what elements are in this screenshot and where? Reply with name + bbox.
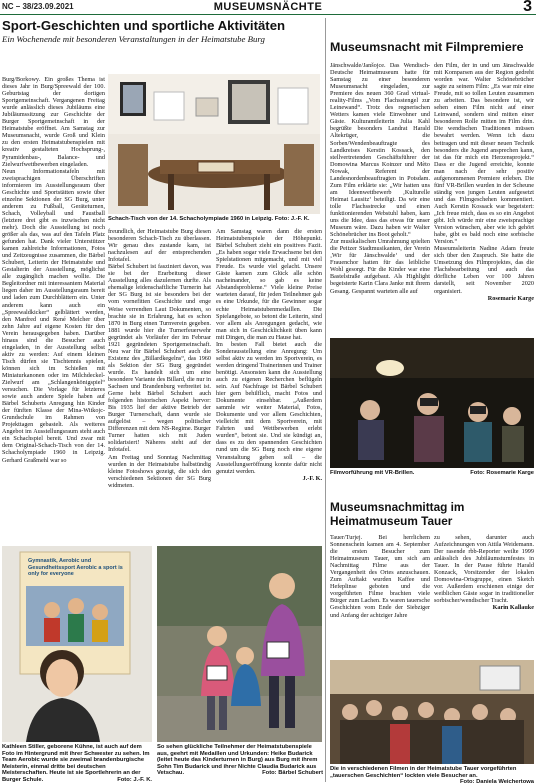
left-col-3 — [216, 228, 322, 536]
aerobic-poster-text: Gymnastik, Aerobic und Gesundheitssport Aerobic a sport is only for everyone — [28, 558, 123, 577]
vr-caption-text: Filmvorführung mit VR-Brillen. — [330, 470, 415, 476]
right-col-d — [434, 534, 534, 656]
right-col-a — [330, 62, 430, 334]
right-col-b-text: den Film, der in und um Jänschwalde mit Komparsen aus der Region gedreht worden war. Walter Schönebrücher sagte zu seinem Film: „Es war mir eine Freude, mit so tollen Leuten zusammen zu arbeiten. Das besondere ist, wir sehen einen Film nicht auf einer Leinwand, sondern sind mitten einer besonderen Rolle mitten im Film drin. Die wendischen Traditionen müssen bewahrt werden. Wenn ich dazu beitragen und mit dieser neuen Technik besonders die Jugend ansprechen kann, ist das für mich ein Herzensprojekt.“ Dass er die Jugend erreichte, konnte man nach der sehr positiv aufgenommenen Premiere erleben. Die fünf VR-Brillen wurden in der Scheune ständig von jungen Leuten aufgesetzt und das Filmgeschehen kommentiert. Auch Kerstin Kossack war begeistert: „Ich freue mich, dass es so ein Angebot gibt. Ich würde mir eine zweisprachige Version wünschen, aber wie ich gehört habe, gibt es bald noch eine sorbische Version.“ Museumsleiterin Nadine Adam freute sich über den Zuspruch. Sie hatte die Umsetzung des Filmprojektes, das die Flachsbearbeitung und auch das dörfliche Leben vor 100 Jahren darstellt, seit November 2020 organisiert. — [434, 62, 534, 295]
right-col-c-text: Tauer/Turjej. Bei herrlichem Sonnenschein kamen am 4. September die ersten Besucher zum Heimatmuseum Tauer, um sich am Nachmittag Filme aus der Vergangenheit des Ortes anzuschauen. Zum Auftakt wurden Kaffee und Hefeplinse geboten und die vorgeführten Filme brachten viele Bürger zum Lachen. Es waren tauersche Geschichten vom Ende der Siebziger und Anfang der achtziger Jahre — [330, 534, 430, 619]
chess-table-photo — [108, 74, 320, 214]
left-col-2 — [108, 228, 211, 536]
right-col-b-author: Rosemarie Karge — [487, 294, 534, 302]
masthead — [0, 0, 536, 15]
tauer-caption-text: Die in verschiedenen Filmen in der Heimatstube Tauer vorgeführten „tauerschen Geschichten“ lockten viele Besucher an. — [330, 766, 517, 779]
tauer-audience-photo — [330, 660, 534, 764]
left-col-3-author: J.-F. K. — [302, 474, 322, 482]
medal-caption-text: So sehen glückliche Teilnehmer der Heimatstubenspiele aus, geehrt mit Medaillen und Urkunden: Heike Budarick (leitet heute das Kinderturnen in Burg) aus Burg mit ihrem Sohn Tim Budarick und ihrer Nichte Claudia Budarick aus Vetschau. — [157, 744, 318, 777]
chess-table-caption: Schach-Tisch von der 14. Schacholympiade 1960 in Leipzig. Foto: J.-F. K. — [108, 216, 310, 222]
medal-caption — [157, 744, 323, 784]
column-divider — [325, 18, 326, 782]
chess-table-illustration — [108, 74, 320, 214]
vr-caption-credit: Foto: Rosemarie Karge — [470, 470, 534, 476]
tauer-caption — [330, 766, 534, 784]
aerobic-caption-credit: Foto: J.-F. K. — [117, 776, 152, 783]
right-col-a-text: Jänschwalde/Janšojce. Das Wendisch-Deutsche Heimatmuseum hatte für Samstag zu einer besonderen Museumsnacht eingeladen, zur Premiere des neuen 360 Grad virtual-reality-Films „Vom Flachsstengel zur Leinewand“. Trotz des regnerischen Wetters kamen viele Einwohner und Gäste. Kulturamtleiterin Julia Kahl begrüßte besonders Landrat Harald Altekrüger, die Sorben/Wendenbeauftragte des Landkreises Kerstin Kossack, den stellvertretenden Geschäftsführer der Domowina Marcus Koinzer und Mèto Nowak, Referent der Landesnordenbeauftragten in Potsdam. Zum Film erklärte sie: „Wir hatten uns am Ideenwettbewerb ‚Kulturelle Heimat Lausitz‘ beteiligt. Da wir eine tolle Flachsstrecke und einen funktionierenden Webstuhl haben, kam uns die Idee, dass das etwas für unser Museum wäre. Dazu haben wir Walter Schönebrücher ins Boot geholt.“ Zur musikalischen Umrahmung spielten die Peitzer Stadtmusikanten, der Verein ‚Wir für Jänschwalde‘ und der Frauenchor hatten für das leibliche Wohl gesorgt. Für die Kinder war eine Bastelstraße aufgebaut. Als Highlight begeisterte Karin Clara Janke mit ihrem Gesang. Gespannt warteten alle auf — [330, 62, 430, 295]
vr-caption — [330, 470, 534, 477]
tauer-audience-illustration — [330, 660, 534, 764]
left-col-1 — [2, 76, 105, 536]
medal-participants-photo — [157, 546, 322, 742]
left-headline: Sport-Geschichten und sportliche Aktivitäten — [2, 18, 286, 33]
right-col-d-text: zu sehen, darunter auch Aufzeichnungen von Attila Weidemann. Der rasende rbb-Reporter weilte 1999 anlässlich des Jubiläumsturnfestes in Tauer. In der Pause führte Harald Konzack, Vorsitzender der lokalen Domowina-Ortsgruppe, einen Sketch vor. Außerdem erschienen einige der weiblichen Gäste sogar in traditioneller sorbischer/wendischer Tracht. — [434, 534, 534, 605]
issue-label: NC – 38/23.09.2021 — [2, 2, 74, 11]
page-number: 3 — [523, 0, 532, 15]
medal-participants-illustration — [157, 546, 322, 742]
left-col-2-text: freundlich, der Heimatstube Burg diesen besonderen Schach-Tisch zu überlassen. Wir genau dies zustande kam, ist nachzulesen auf der entsprechenden Infotafel. Bärbel Schubert ist fasziniert davon, was sie bei der Erarbeitung dieser Ausstellung alles dazulernen durfte. Als ehemalige leidenschaftliche Turnerin hat der SG Burg ist sie besonders bei der vom vornefitten Geschichte und enge Weise verrendten Laut Dokumenten, so brachte sie in Erfahrung, hat es schon 1870 in Burg einen Turnverein gegeben. 1881 wurde hier die Turnerfeuerwehr gegründet als Vorläufer der im Februar 1921 gegründeten Sportgemeinschaft. Neu war für Bärbel Schubert auch die Existenz des „Billardkegelns“, das 1960 als Sektion der SG Burg gegründet wurde. Es handelt sich um eine besondere Variante des Billard, die nur in Sachsen und Brandenburg verbreitet ist. Gerne hebt Bärbel Schubert auch folgenden historischen Aspekt hervor: Bis 1935 lief der aktive Betrieb der Burger Turnerschaft, dann wurde sie aufgelöst – wegen politischer Differenzen mit dem NS-Regime. Burger Turner hatten sich mit Juden solidarisiert! Näheres steht auf der Infotafel. Am Freitag und Sonntag Nachmittag wurden in der Heimatstube halbstündig kleine Fotoshows gezeigt, die sich den verschiedenen Sektionen der SG Burg widmeten. — [108, 228, 211, 489]
vr-screening-illustration — [330, 338, 534, 468]
aerobic-caption — [2, 744, 152, 784]
section-title: MUSEUMSNÄCHTE — [213, 1, 323, 13]
aerobic-poster-photo — [2, 546, 152, 742]
vr-screening-photo — [330, 338, 534, 468]
left-col-3-text: Am Samstag waren dann die ersten Heimatstubenspiele der Höhepunkt. Bärbel Schubert zieht ein positives Fazit. „Es haben sogar viele Erwachsene bei den Spielstationen mitgemacht, und mit viel Freude. Es wurde viel gelacht. Unsere Gäste kamen zum Glück alle schön nacheinander, so gab es keine Abstandsprobleme.“ Viele kleine Preise warteten darauf, für jeden Teilnehmer gab es eine Urkunde, für die Gewinner sogar echte Heimatstubenmedaillen. Die Spielangebote, so betont die Leiterin, sind vor allem als Anregungen gedacht, wie man sich in Geschicklichkeit üben kann mit Dingen, die man zu Hause hat. Im besten Fall bietet auch die Sonderausstellung eine Anregung: Um selbst aktiv zu werden im Sportverein, es werden dringend Trainerinnen und Trainer benötigt. Ansonsten kann die Ausstellung auch zu eigenen Recherchen beflügeln sein. Auf Nachfrage ist Bärbel Schubert hier gern behilflich, macht Fotos und Dokumente einsehbar. „Außerdem sammle wir weiter Material, Fotos, Dokumente und vor allem Geschichten, vielleicht mit dem Sportverein, mit Fahrten und Wettbewerben erlebt wurden“, betont sie. Und sie kündigt an, dass es zu den spannenden Geschichten rund um die SG Burg noch eine eigene Veranstaltung geben soll – die Ausstellungseröffnung konnte dafür nicht genutzt werden. — [216, 228, 322, 475]
right-headline-2: Museumsnachmittag im Heimatmuseum Tauer — [330, 500, 465, 528]
right-col-c — [330, 534, 430, 656]
medal-caption-credit: Foto: Bärbel Schubert — [262, 770, 323, 777]
tauer-caption-credit: Foto: Daniela Weichertowa — [460, 779, 534, 784]
right-col-d-author: Karin Kallauke — [492, 604, 534, 612]
left-col-1-text: Burg/Borkowy. Ein großes Thema ist dieses Jahr in Burg/Spreewald der 100. Geburtstag der dortigen Sportgemeinschaft. Vergangenen Freitag wurde anlässlich dieses Jubiläums eine Jubiläumssitzung zur Geschichte der Burger Sportgemeinschaft in der Heimatstube eröffnet. Am Samstag zur Museumsnacht, wurde Groß und Klein zu den ersten Heimatstubenspielen mit kreativ gestalteten Hochsprung-, Pyramidenbau-, Balance- und Zielwurfwettbewerben eingeladen. Neun Informationstafeln mit zweisprachigen Überschriften informieren im Ausstellungsraum über Geschichte und Sportstätten sowie über einzelne Sektionen der SG Burg, unter anderem zu Fußball, Geräteturnen, Schach, Volleyball und Faustball (letztere drei gibt es inzwischen nicht mehr). Doch die Ausstellung ist noch größer als das, was auf den Tafeln Platz gefunden hat. Dank vieler Unterstützer kamen zahlreiche Informationen, Fotos und Zeitzeugnisse zusammen, die Bärbel Schubert, Leiterin der Heimatstube und Gestalterin der Ausstellung, möglichst alle zugänglich machen wollte. Die Begleitordner mit interessantem Material liegen daher im Ausstellungsraum bereit und laden zum Durchblättern ein. Unter anderem kann auch ein „Spreewaldkicker“ gelblättert werden, den Manfred und René Melcher über zehn Jahre auf eigene Kosten für den Verein herausgegeben haben. Darüber hinaus sind die Besucher auch eingeladen, in der Ausstellung selbst aktiv zu werden: Auf einem kleinen Tisch dürfen sie Tischtennis spielen, können sich im Schießen mit Miniaturkanonen oder im Milchdeckel-Zielwurf am „Schlangenkönigspiel“ versuchen. Die Vorlage für letzteres sowie auch andere Spiele haben auf Bärbel Schuberts Anregung hin Kinder der fünften Klasse der Mina-Witkojc-Grundschule im Rahmen von Projekttagen gebastelt. Als weiteres Angebot im Ausstellungsraum steht auch ein Schachspiel bereit. Und zwar mit dem Original-Schach-Tisch von der 14. Schacholympiade 1960 in Leipzig. Gerhard Graßmehl war so — [2, 76, 105, 464]
aerobic-caption-text: Kathleen Stiller, geborene Kühne, ist auch auf dem Foto im Hintergrund mit ihrer Schwester zu sehen. Im Team Aerobic wurde sie zweimal brandenburgische Meisterin, einmal dritte bei deutschen Meisterschaften. Heute ist sie Sportlehrerin an der Burger Schule. — [2, 744, 150, 783]
right-headline: Museumsnacht mit Filmpremiere — [330, 40, 524, 54]
left-subhead: Ein Wochenende mit besonderen Veranstaltungen in der Heimatstube Burg — [2, 34, 265, 44]
right-col-b — [434, 62, 534, 334]
